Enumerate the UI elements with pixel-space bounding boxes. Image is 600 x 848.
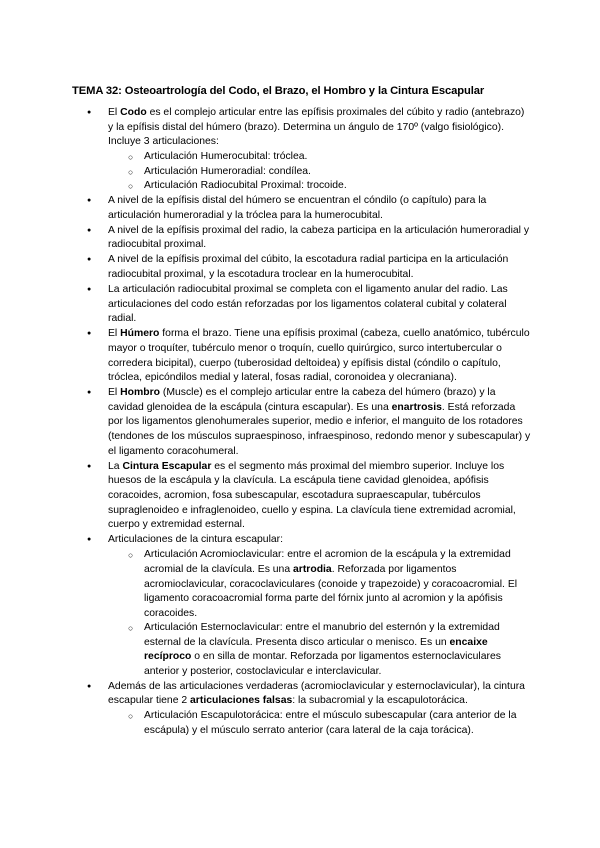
bullet-item [72,533,532,548]
text-segment: : la subacromial y la escapulotorácica. [292,695,468,707]
text-segment: Articulaciones de la cintura escapular: [108,534,284,546]
text-segment: Además de las articulaciones verdaderas (acromioclavicular y esternoclavicular), la cintura escapular tiene 2 [108,680,525,707]
text-segment: Articulación Humerocubital: tróclea. [144,151,308,163]
sub-bullet-item [72,150,532,165]
sub-bullet-item [72,621,532,679]
text-segment: Articulación Esternoclavicular: entre el manubrio del esternón y la extremidad esternal de la clavícula. Presenta disco articular o menisco. Es un [144,622,500,648]
bullet-item [72,460,532,533]
text-segment: La articulación radiocubital proximal se completa con el ligamento anular del radio. Las articulaciones del codo están reforzadas por los ligamentos colateral cubital y colateral radial. [108,284,508,325]
text-segment: A nivel de la epífisis proximal del radio, la cabeza participa en la articulación humeroradial y radiocubital proximal. [108,224,530,251]
text-segment: El [108,387,121,399]
text-segment: forma el brazo. Tiene una epífisis proximal (cabeza, cuello anatómico, tubérculo mayor o troquíter, tubérculo menor o troquín, cuello quirúrgico, surco intertubercular o corredera bicipital), cuerpo (tuberosidad deltoidea) y epífisis distal (cóndilo o capítulo, tróclea, epicóndilos medial y lateral, fosas radial, coronoidea y olecraniana). [108,328,530,384]
text-segment: es el complejo articular entre las epífisis proximales del cúbito y radio (antebrazo) y la epífisis distal del húmero (brazo). Determina un ángulo de 170º (valgo fisiológico). Incluye 3 articulaciones: [108,107,525,148]
bullet-item [72,386,532,459]
text-segment: Articulación Escapulotorácica: entre el músculo subescapular (cara anterior de la escápula) y el músculo serrato anterior (cara lateral de la caja torácica). [144,710,517,736]
text-segment: o en silla de montar. Reforzada por ligamentos esternoclaviculares anterior y posterior, costoclavicular e interclavicular. [144,651,501,678]
bold-term: enartrosis [391,401,442,413]
text-segment: El [108,328,121,340]
bullet-item [72,194,532,223]
sub-bullet-item [72,165,532,180]
bold-term: Hombro [120,387,160,399]
bold-term: encaixe recíproco [144,636,488,663]
bullet-item [72,327,532,385]
sub-bullet-item [72,179,532,194]
bold-term: artrodia [293,563,332,575]
bullet-list [72,106,532,739]
text-segment: Articulación Acromioclavicular: entre el acromion de la escápula y la extremidad acromial de la clavícula. Es una [144,549,511,575]
text-segment: (Muscle) es el complejo articular entre la cabeza del húmero (brazo) y la cavidad glenoidea de la escápula (cintura escapular). Es una [108,387,496,413]
bold-term: articulaciones falsas [190,695,293,707]
text-segment: El [108,107,121,118]
bullet-item [72,106,532,150]
text-segment: Articulación Radiocubital Proximal: trocoide. [144,180,347,192]
text-segment: Articulación Humeroradial: condílea. [144,165,311,177]
bold-term: Cintura Escapular [122,460,212,472]
bold-term: Codo [120,107,147,118]
text-segment: A nivel de la epífisis proximal del cúbito, la escotadura radial participa en la articulación radiocubital proximal, y la escotadura troclear en la humerocubital. [108,254,509,281]
bold-term: Húmero [120,328,160,340]
sub-bullet-item [72,548,532,621]
text-segment: A nivel de la epífisis distal del húmero se encuentran el cóndilo (o capítulo) para la articulación humeroradial y la tróclea para la humerocubital. [108,195,487,221]
bullet-item [72,680,532,709]
sub-bullet-item [72,709,532,738]
text-segment: es el segmento más proximal del miembro superior. Incluye los huesos de la escápula y la clavícula. La escápula tiene cavidad glenoidea, apófisis coracoides, acromion, fosa subescapular, escotadura supraescapular, tubérculos supraglenoideo e infraglenoideo, cuello y espina. La clavícula tiene extremidad acromial, cuerpo y extremidad esternal. [108,460,516,531]
bullet-item [72,253,532,282]
document-title: TEMA 32: Osteoartrología del Codo, el Brazo, el Hombro y la Cintura Escapular [72,85,485,97]
text-segment: La [108,460,123,472]
text-segment: . Está reforzada por los ligamentos glenohumerales superior, medio e inferior, el manguito de los rotadores (tendones de los músculos supraespinoso, infraespinoso, redondo menor y subescapular) y el ligamento coracohumeral. [108,401,531,457]
bullet-item [72,224,532,253]
text-segment: . Reforzada por ligamentos acromioclavicular, coracoclaviculares (conoide y trapezoide) y coracoacromial. El ligamento coracoacromial forma parte del fórnix junto al acromion y la apófisis coracoides. [144,563,518,619]
bullet-item [72,283,532,327]
